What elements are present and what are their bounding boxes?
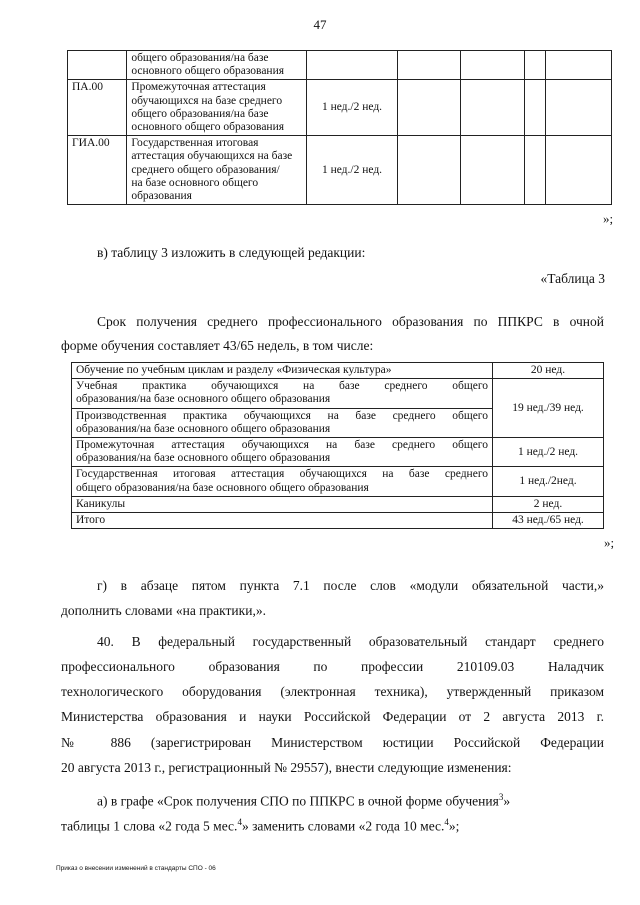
table-cell: [525, 136, 546, 205]
table-cell: 2 нед.: [493, 496, 604, 512]
table-row: [68, 80, 612, 136]
table-cell: Итого: [72, 513, 493, 529]
table-cell: 1 нед./2 нед.: [307, 136, 397, 205]
paragraph-40-line-1: 40. В федеральный государственный образовательный стандарт среднего: [97, 634, 604, 649]
duration-line-2: форме обучения составляет 43/65 недель, в том числе:: [61, 338, 374, 353]
table-row: [72, 379, 604, 408]
table-cell: Учебная практика обучающихся на базе среднего общего образования/на базе основного общего образования: [72, 379, 493, 408]
table-cell: 1 нед./2 нед.: [493, 438, 604, 467]
table-row: [72, 467, 604, 496]
table3-caption: «Таблица 3: [540, 271, 605, 286]
table-row: [68, 51, 612, 80]
table-cell: 1 нед./2нед.: [493, 467, 604, 496]
table-row: [68, 136, 612, 205]
continued-table: [67, 50, 612, 205]
table-cell: [397, 80, 461, 136]
table-cell: [397, 136, 461, 205]
paragraph-40-line-5: № 886 (зарегистрирован Министерством юстиции Российской Федерации: [61, 735, 604, 750]
table-cell: [397, 51, 461, 80]
table-cell: ПА.00: [68, 80, 127, 136]
paragraph-g-line-2: дополнить словами «на практики,».: [61, 603, 266, 618]
table-closing-quote: »;: [603, 211, 614, 226]
table-cell: [461, 80, 525, 136]
paragraph-a-line-2: таблицы 1 слова «2 года 5 мес.$^4$» заменить словами «2 года 10 мес.$^4$»;: [61, 817, 460, 834]
table-cell: Государственная итоговая аттестация обучающихся на базе среднего общего образования/ на базе основного общего образования: [127, 136, 307, 205]
table-cell: [461, 136, 525, 205]
table-cell: ГИА.00: [68, 136, 127, 205]
table-cell: 43 нед./65 нед.: [493, 513, 604, 529]
duration-line-1: Срок получения среднего профессионального образования по ППКРС в очной: [97, 314, 604, 329]
paragraph-v: в) таблицу 3 изложить в следующей редакции:: [97, 245, 366, 260]
table-cell: [307, 51, 397, 80]
footer-note: Приказ о внесении изменений в стандарты СПО - 06: [56, 865, 216, 872]
paragraph-40-line-2: профессионального образования по профессии 210109.03 Наладчик: [61, 659, 604, 674]
table-cell: [546, 136, 612, 205]
paragraph-g-line-1: г) в абзаце пятом пункта 7.1 после слов «модули обязательной части,»: [97, 578, 604, 593]
table-cell: Каникулы: [72, 496, 493, 512]
table-cell: [546, 51, 612, 80]
paragraph-a-line-1: а) в графе «Срок получения СПО по ППКРС в очной форме обучения$^3$»: [97, 792, 511, 809]
page-number: 47: [313, 17, 327, 32]
paragraph-40-line-6: 20 августа 2013 г., регистрационный № 29557), внести следующие изменения:: [61, 760, 512, 775]
table-3: [71, 362, 604, 529]
table-cell: Промежуточная аттестация обучающихся на базе среднего общего образования/на базе основного общего образования: [127, 80, 307, 136]
table-cell: [546, 80, 612, 136]
table-cell: [525, 80, 546, 136]
table-row: [72, 496, 604, 512]
table-row: [72, 363, 604, 379]
paragraph-40-line-3: технологического оборудования (электронная техника), утвержденный приказом: [61, 684, 604, 699]
table3-closing-quote: »;: [604, 535, 615, 550]
table-cell: 20 нед.: [493, 363, 604, 379]
table-cell: Обучение по учебным циклам и разделу «Физическая культура»: [72, 363, 493, 379]
table-cell: Промежуточная аттестация обучающихся на базе среднего общего образования/на базе основного общего образования: [72, 438, 493, 467]
table-cell: Государственная итоговая аттестация обучающихся на базе среднего общего образования/на базе основного общего образования: [72, 467, 493, 496]
table-cell: [68, 51, 127, 80]
table-row: [72, 513, 604, 529]
table-cell: [461, 51, 525, 80]
table-cell: [525, 51, 546, 80]
paragraph-40-line-4: Министерства образования и науки Российской Федерации от 2 августа 2013 г.: [61, 709, 604, 724]
table-cell: 1 нед./2 нед.: [307, 80, 397, 136]
table-row: [72, 438, 604, 467]
table-cell: Производственная практика обучающихся на базе среднего общего образования/на базе основного общего образования: [72, 408, 493, 437]
table-cell: 19 нед./39 нед.: [493, 379, 604, 438]
table-cell: общего образования/на базе основного общего образования: [127, 51, 307, 80]
